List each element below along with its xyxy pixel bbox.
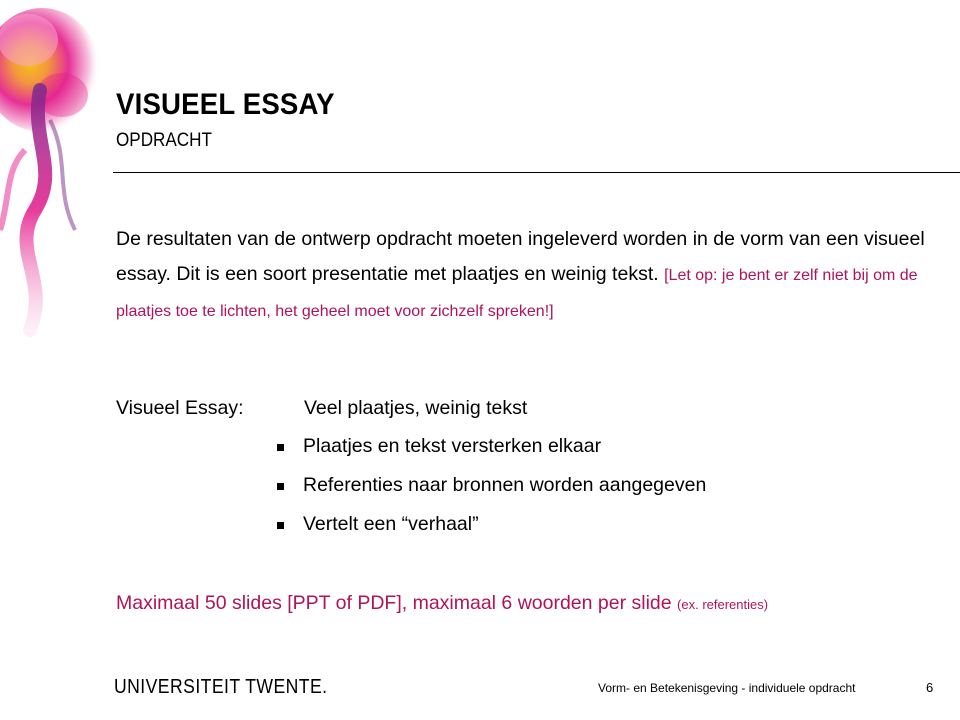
university-logo: UNIVERSITEIT TWENTE. <box>114 676 328 698</box>
essay-value: Veel plaatjes, weinig tekst <box>304 397 528 419</box>
square-bullet-icon <box>277 483 284 490</box>
intro-text: De resultaten van de ontwerp opdracht moeten ingeleverd worden in de vorm van een visueel essay. Dit is een soort presentatie met plaatjes en weinig tekst. <box>116 228 925 285</box>
bullet-text: Referenties naar bronnen worden aangegeven <box>303 474 707 496</box>
slide-subtitle: OPDRACHT <box>116 130 212 151</box>
bullet-text: Vertelt een “verhaal” <box>303 513 479 535</box>
bullet-item <box>274 474 706 513</box>
essay-label: Visueel Essay: <box>116 397 244 419</box>
bullet-text: Plaatjes en tekst versterken elkaar <box>303 435 602 457</box>
intro-note: [Let op: je bent er zelf niet bij om de plaatjes toe te lichten, het geheel moet voor zichzelf spreken!] <box>116 266 918 320</box>
intro-paragraph <box>116 222 936 330</box>
flower-decoration-image <box>0 0 110 360</box>
bullet-list <box>274 435 706 552</box>
max-slides-requirement <box>116 592 768 615</box>
square-bullet-icon <box>277 522 284 529</box>
page-number: 6 <box>926 680 934 695</box>
square-bullet-icon <box>277 444 284 451</box>
max-slides-note: (ex. referenties) <box>677 597 769 612</box>
slide-title: VISUEEL ESSAY <box>116 88 335 121</box>
max-slides-text: Maximaal 50 slides [PPT of PDF], maximaal 6 woorden per slide <box>116 592 672 614</box>
bullet-item <box>274 513 706 552</box>
bullet-item <box>274 435 706 474</box>
title-divider <box>113 172 960 173</box>
essay-definition <box>116 397 527 420</box>
footer-course-text: Vorm- en Betekenisgeving - individuele opdracht <box>598 681 856 695</box>
